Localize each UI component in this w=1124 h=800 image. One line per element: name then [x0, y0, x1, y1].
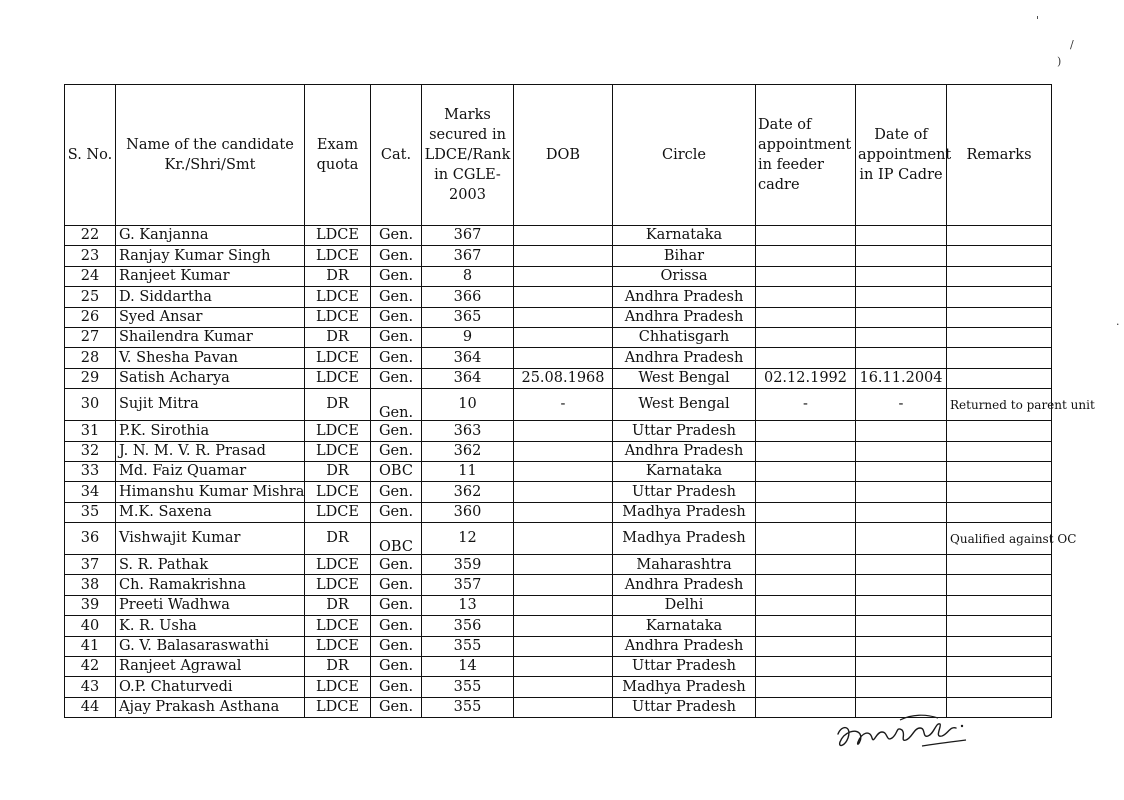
cell-dob: - [514, 389, 613, 421]
cell-quota: LDCE [305, 697, 371, 717]
cell-quota: DR [305, 327, 371, 347]
cell-cat: Gen. [371, 555, 422, 575]
cell-ip [856, 575, 947, 595]
cell-sno: 36 [65, 523, 116, 555]
cell-ip [856, 246, 947, 266]
cell-quota: LDCE [305, 575, 371, 595]
cell-cat: Gen. [371, 266, 422, 286]
cell-ip: - [856, 389, 947, 421]
cell-sno: 33 [65, 461, 116, 481]
table-row [65, 502, 1052, 522]
col-header-circle: Circle [613, 85, 756, 226]
cell-ip [856, 502, 947, 522]
cell-quota: LDCE [305, 502, 371, 522]
cell-quota: LDCE [305, 441, 371, 461]
cell-marks: 359 [422, 555, 514, 575]
cell-marks: 355 [422, 697, 514, 717]
table-row [65, 287, 1052, 307]
table-row [65, 389, 1052, 421]
cell-circle: Andhra Pradesh [613, 287, 756, 307]
cell-ip [856, 523, 947, 555]
cell-remarks [947, 616, 1052, 636]
cell-dob [514, 246, 613, 266]
table-row [65, 575, 1052, 595]
cell-quota: LDCE [305, 368, 371, 388]
cell-cat: Gen. [371, 482, 422, 502]
cell-dob [514, 327, 613, 347]
cell-name: M.K. Saxena [116, 502, 305, 522]
cell-dob [514, 523, 613, 555]
cell-feeder [756, 482, 856, 502]
cell-feeder [756, 421, 856, 441]
table-row [65, 368, 1052, 388]
cell-dob [514, 266, 613, 286]
header-row [65, 85, 1052, 226]
cell-feeder [756, 636, 856, 656]
cell-name: O.P. Chaturvedi [116, 677, 305, 697]
cell-remarks [947, 246, 1052, 266]
cell-remarks [947, 368, 1052, 388]
table-row [65, 348, 1052, 368]
cell-circle: Maharashtra [613, 555, 756, 575]
cell-feeder [756, 307, 856, 327]
cell-remarks [947, 441, 1052, 461]
cell-remarks [947, 482, 1052, 502]
cell-cat: Gen. [371, 307, 422, 327]
cell-marks: 355 [422, 677, 514, 697]
table-row [65, 523, 1052, 555]
cell-cat: Gen. [371, 421, 422, 441]
cell-cat: Gen. [371, 575, 422, 595]
cell-feeder [756, 595, 856, 615]
cell-marks: 357 [422, 575, 514, 595]
cell-remarks [947, 327, 1052, 347]
cell-quota: LDCE [305, 421, 371, 441]
table-row [65, 307, 1052, 327]
cell-circle: Karnataka [613, 461, 756, 481]
cell-circle: Uttar Pradesh [613, 482, 756, 502]
cell-sno: 22 [65, 226, 116, 246]
col-header-ip: Date of appointment in IP Cadre [856, 85, 947, 226]
cell-feeder [756, 327, 856, 347]
cell-sno: 28 [65, 348, 116, 368]
cell-dob: 25.08.1968 [514, 368, 613, 388]
cell-marks: 356 [422, 616, 514, 636]
cell-sno: 27 [65, 327, 116, 347]
col-header-name: Name of the candidate Kr./Shri/Smt [116, 85, 305, 226]
signature [830, 712, 980, 766]
cell-marks: 364 [422, 368, 514, 388]
cell-feeder [756, 348, 856, 368]
cell-sno: 35 [65, 502, 116, 522]
cell-remarks [947, 421, 1052, 441]
cell-circle: Madhya Pradesh [613, 502, 756, 522]
cell-ip [856, 616, 947, 636]
cell-cat: OBC [371, 523, 422, 555]
cell-name: Preeti Wadhwa [116, 595, 305, 615]
cell-feeder [756, 246, 856, 266]
cell-marks: 362 [422, 441, 514, 461]
cell-ip [856, 595, 947, 615]
cell-cat: Gen. [371, 595, 422, 615]
cell-marks: 363 [422, 421, 514, 441]
cell-marks: 362 [422, 482, 514, 502]
cell-remarks [947, 287, 1052, 307]
cell-name: Ranjay Kumar Singh [116, 246, 305, 266]
cell-quota: LDCE [305, 246, 371, 266]
cell-dob [514, 307, 613, 327]
cell-cat: Gen. [371, 677, 422, 697]
cell-circle: Uttar Pradesh [613, 421, 756, 441]
cell-sno: 30 [65, 389, 116, 421]
cell-feeder [756, 266, 856, 286]
cell-circle: Madhya Pradesh [613, 677, 756, 697]
cell-name: Ranjeet Kumar [116, 266, 305, 286]
cell-sno: 41 [65, 636, 116, 656]
cell-marks: 365 [422, 307, 514, 327]
cell-sno: 31 [65, 421, 116, 441]
cell-ip: 16.11.2004 [856, 368, 947, 388]
cell-circle: Chhatisgarh [613, 327, 756, 347]
cell-dob [514, 677, 613, 697]
cell-dob [514, 348, 613, 368]
cell-quota: DR [305, 657, 371, 677]
cell-marks: 8 [422, 266, 514, 286]
cell-ip [856, 461, 947, 481]
candidate-table [64, 84, 1095, 718]
margin-mark-slash: / [1070, 38, 1074, 51]
margin-mark-bracket: ) [1057, 55, 1062, 68]
cell-cat: Gen. [371, 368, 422, 388]
cell-circle: Andhra Pradesh [613, 348, 756, 368]
cell-sno: 23 [65, 246, 116, 266]
cell-cat: Gen. [371, 287, 422, 307]
cell-name: Vishwajit Kumar [116, 523, 305, 555]
cell-sno: 37 [65, 555, 116, 575]
table-row [65, 616, 1052, 636]
cell-sno: 29 [65, 368, 116, 388]
col-header-dob: DOB [514, 85, 613, 226]
cell-circle: Karnataka [613, 226, 756, 246]
cell-quota: LDCE [305, 307, 371, 327]
table-row [65, 677, 1052, 697]
cell-sno: 44 [65, 697, 116, 717]
cell-dob [514, 226, 613, 246]
cell-marks: 355 [422, 636, 514, 656]
table-row [65, 636, 1052, 656]
cell-ip [856, 657, 947, 677]
margin-mark-dot: · [1116, 318, 1120, 331]
cell-ip [856, 226, 947, 246]
cell-ip [856, 441, 947, 461]
cell-quota: LDCE [305, 348, 371, 368]
cell-remarks [947, 461, 1052, 481]
cell-ip [856, 421, 947, 441]
cell-ip [856, 307, 947, 327]
cell-quota: DR [305, 523, 371, 555]
cell-name: K. R. Usha [116, 616, 305, 636]
cell-circle: Uttar Pradesh [613, 657, 756, 677]
cell-remarks: Qualified against OC [947, 523, 1052, 555]
cell-name: J. N. M. V. R. Prasad [116, 441, 305, 461]
cell-quota: LDCE [305, 616, 371, 636]
cell-feeder [756, 677, 856, 697]
cell-marks: 12 [422, 523, 514, 555]
table-row [65, 657, 1052, 677]
cell-cat: Gen. [371, 348, 422, 368]
cell-dob [514, 461, 613, 481]
cell-marks: 367 [422, 226, 514, 246]
cell-circle: Andhra Pradesh [613, 575, 756, 595]
cell-marks: 14 [422, 657, 514, 677]
cell-dob [514, 697, 613, 717]
cell-feeder [756, 616, 856, 636]
cell-cat: Gen. [371, 616, 422, 636]
col-header-cat: Cat. [371, 85, 422, 226]
cell-cat: Gen. [371, 327, 422, 347]
col-header-feeder: Date of appointment in feeder cadre [756, 85, 856, 226]
cell-quota: LDCE [305, 555, 371, 575]
cell-dob [514, 555, 613, 575]
cell-circle: Bihar [613, 246, 756, 266]
cell-marks: 13 [422, 595, 514, 615]
table-row [65, 595, 1052, 615]
cell-name: G. V. Balasaraswathi [116, 636, 305, 656]
cell-feeder [756, 287, 856, 307]
cell-feeder [756, 441, 856, 461]
cell-remarks [947, 657, 1052, 677]
cell-dob [514, 502, 613, 522]
cell-quota: LDCE [305, 677, 371, 697]
cell-remarks [947, 226, 1052, 246]
cell-remarks [947, 677, 1052, 697]
cell-ip [856, 266, 947, 286]
cell-ip [856, 555, 947, 575]
cell-ip [856, 636, 947, 656]
table-row [65, 482, 1052, 502]
cell-ip [856, 677, 947, 697]
table-row [65, 327, 1052, 347]
cell-ip [856, 327, 947, 347]
cell-sno: 43 [65, 677, 116, 697]
cell-name: Syed Ansar [116, 307, 305, 327]
cell-remarks: Returned to parent unit [947, 389, 1052, 421]
cell-name: G. Kanjanna [116, 226, 305, 246]
cell-remarks [947, 575, 1052, 595]
cell-remarks [947, 266, 1052, 286]
cell-remarks [947, 555, 1052, 575]
cell-circle: Karnataka [613, 616, 756, 636]
cell-name: D. Siddartha [116, 287, 305, 307]
cell-feeder [756, 523, 856, 555]
cell-cat: Gen. [371, 389, 422, 421]
cell-name: Shailendra Kumar [116, 327, 305, 347]
cell-marks: 9 [422, 327, 514, 347]
cell-quota: DR [305, 461, 371, 481]
table-row [65, 441, 1052, 461]
cell-feeder: - [756, 389, 856, 421]
col-header-marks: Marks secured in LDCE/Rank in CGLE-2003 [422, 85, 514, 226]
cell-marks: 366 [422, 287, 514, 307]
cell-dob [514, 287, 613, 307]
cell-remarks [947, 348, 1052, 368]
cell-sno: 26 [65, 307, 116, 327]
cell-cat: Gen. [371, 657, 422, 677]
cell-marks: 364 [422, 348, 514, 368]
margin-mark-tick: ' [1036, 14, 1040, 27]
cell-marks: 360 [422, 502, 514, 522]
cell-circle: Madhya Pradesh [613, 523, 756, 555]
cell-cat: Gen. [371, 441, 422, 461]
cell-dob [514, 482, 613, 502]
cell-cat: Gen. [371, 246, 422, 266]
cell-name: V. Shesha Pavan [116, 348, 305, 368]
cell-circle: West Bengal [613, 389, 756, 421]
cell-marks: 10 [422, 389, 514, 421]
table-row [65, 226, 1052, 246]
cell-circle: Andhra Pradesh [613, 441, 756, 461]
cell-dob [514, 441, 613, 461]
cell-sno: 24 [65, 266, 116, 286]
col-header-remarks: Remarks [947, 85, 1052, 226]
cell-quota: DR [305, 595, 371, 615]
cell-circle: Uttar Pradesh [613, 697, 756, 717]
cell-dob [514, 616, 613, 636]
cell-sno: 34 [65, 482, 116, 502]
cell-dob [514, 421, 613, 441]
cell-feeder [756, 555, 856, 575]
cell-quota: LDCE [305, 287, 371, 307]
cell-sno: 32 [65, 441, 116, 461]
cell-name: Ajay Prakash Asthana [116, 697, 305, 717]
cell-feeder [756, 226, 856, 246]
cell-name: P.K. Sirothia [116, 421, 305, 441]
cell-quota: DR [305, 266, 371, 286]
cell-ip [856, 348, 947, 368]
cell-feeder [756, 575, 856, 595]
cell-feeder: 02.12.1992 [756, 368, 856, 388]
cell-dob [514, 636, 613, 656]
table-body [65, 226, 1095, 718]
cell-name: Md. Faiz Quamar [116, 461, 305, 481]
cell-cat: Gen. [371, 697, 422, 717]
table-row [65, 246, 1052, 266]
col-header-sno: S. No. [65, 85, 116, 226]
cell-remarks [947, 595, 1052, 615]
cell-circle: Andhra Pradesh [613, 307, 756, 327]
table-row [65, 421, 1052, 441]
cell-dob [514, 575, 613, 595]
cell-name: Himanshu Kumar Mishra [116, 482, 305, 502]
cell-cat: Gen. [371, 636, 422, 656]
cell-name: Ch. Ramakrishna [116, 575, 305, 595]
cell-feeder [756, 657, 856, 677]
table-row [65, 555, 1052, 575]
cell-dob [514, 657, 613, 677]
cell-cat: Gen. [371, 226, 422, 246]
cell-name: S. R. Pathak [116, 555, 305, 575]
cell-marks: 367 [422, 246, 514, 266]
cell-name: Ranjeet Agrawal [116, 657, 305, 677]
table-row [65, 266, 1052, 286]
cell-sno: 39 [65, 595, 116, 615]
cell-marks: 11 [422, 461, 514, 481]
cell-quota: LDCE [305, 226, 371, 246]
cell-name: Sujit Mitra [116, 389, 305, 421]
cell-cat: Gen. [371, 502, 422, 522]
cell-remarks [947, 636, 1052, 656]
cell-dob [514, 595, 613, 615]
cell-circle: Andhra Pradesh [613, 636, 756, 656]
cell-feeder [756, 461, 856, 481]
cell-cat: OBC [371, 461, 422, 481]
cell-sno: 38 [65, 575, 116, 595]
table-row [65, 461, 1052, 481]
col-header-quota: Exam quota [305, 85, 371, 226]
cell-quota: LDCE [305, 482, 371, 502]
cell-ip [856, 287, 947, 307]
cell-remarks [947, 502, 1052, 522]
cell-sno: 42 [65, 657, 116, 677]
cell-ip [856, 482, 947, 502]
cell-name: Satish Acharya [116, 368, 305, 388]
cell-sno: 40 [65, 616, 116, 636]
cell-quota: DR [305, 389, 371, 421]
cell-circle: West Bengal [613, 368, 756, 388]
cell-remarks [947, 307, 1052, 327]
cell-sno: 25 [65, 287, 116, 307]
cell-quota: LDCE [305, 636, 371, 656]
cell-circle: Delhi [613, 595, 756, 615]
cell-feeder [756, 502, 856, 522]
cell-circle: Orissa [613, 266, 756, 286]
